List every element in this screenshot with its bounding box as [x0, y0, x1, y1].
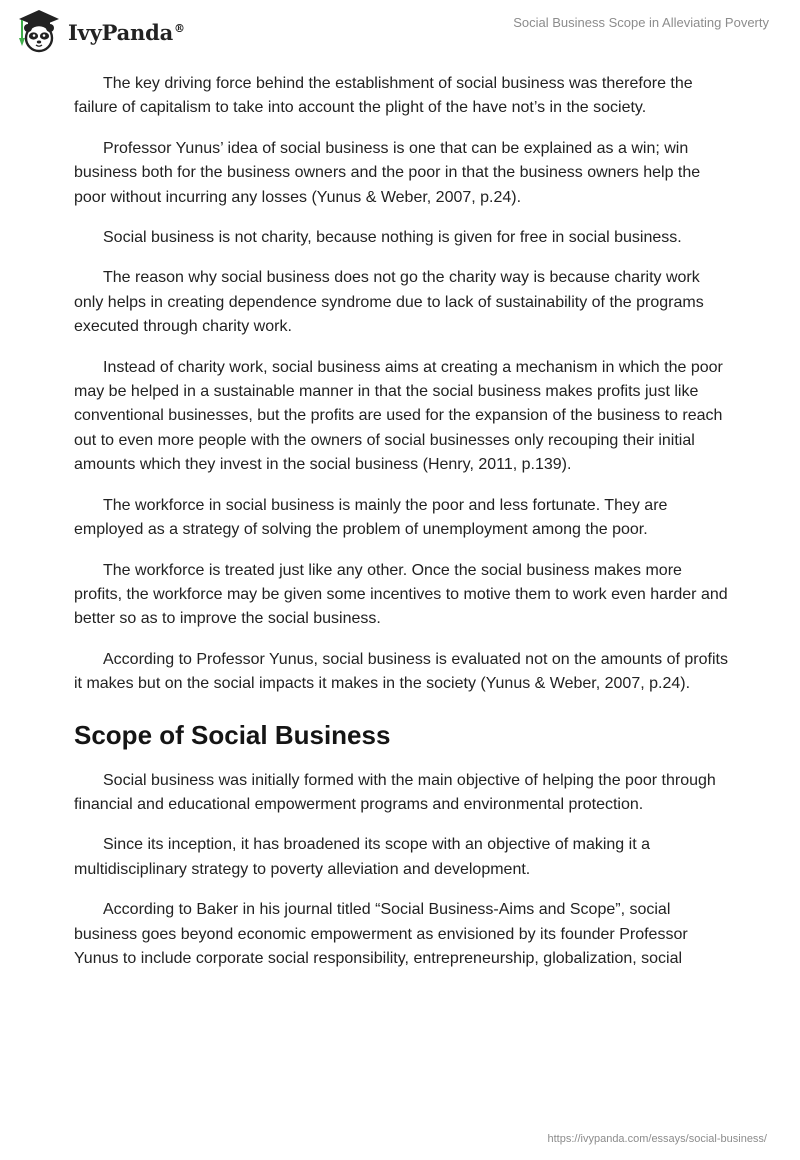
paragraph: The workforce is treated just like any other. Once the social business makes more profits, the workforce may be given some incentives to motive them to work even harder and better so as to improve the social business.	[74, 561, 728, 628]
page-header	[0, 0, 800, 70]
paragraph: Instead of charity work, social business aims at creating a mechanism in which the poor may be helped in a sustainable manner in that the social business makes profits just like conventional businesses, but the profits are used for the expansion of the business to reach out to even more people with the owners of social businesses only recouping their initial amounts which they invest in the social business (Henry, 2011, p.139).	[74, 358, 723, 474]
paragraph: Social business is not charity, because nothing is given for free in social business.	[103, 229, 682, 247]
paragraph: Social business was initially formed with the main objective of helping the poor through financial and educational empowerment programs and environmental protection.	[74, 771, 716, 813]
paragraph: The reason why social business does not go the charity way is because charity work only helps in creating dependence syndrome due to lack of sustainability of the programs executed through charity work.	[74, 269, 704, 336]
paragraph: The workforce in social business is mainly the poor and less fortunate. They are employed as a strategy of solving the problem of unemployment among the poor.	[74, 496, 668, 539]
document-title: Social Business Scope in Alleviating Poverty	[513, 15, 769, 30]
section-heading: Scope of Social Business	[74, 719, 391, 750]
paragraph: The key driving force behind the establishment of social business was therefore the failure of capitalism to take into account the plight of the have not’s in the society.	[74, 75, 693, 117]
ivypanda-logo[interactable]	[14, 8, 185, 54]
essay-content	[74, 72, 730, 987]
paragraph: According to Baker in his journal titled “Social Business-Aims and Scope”, social business goes beyond economic empowerment as envisioned by its founder Professor Yunus to include corporate social responsibility, entrepreneurship, globalization, social	[74, 901, 688, 967]
paragraph: Since its inception, it has broadened its scope with an objective of making it a multidisciplinary strategy to poverty alleviation and development.	[74, 836, 650, 878]
paragraph: According to Professor Yunus, social business is evaluated not on the amounts of profits it makes but on the social impacts it makes in the society (Yunus & Weber, 2007, p.24).	[74, 650, 728, 693]
paragraph: Professor Yunus’ idea of social business is one that can be explained as a win; win business both for the business owners and the poor in that the business owners help the poor without incurring any losses (Yunus & Weber, 2007, p.24).	[74, 139, 701, 206]
panda-graduate-icon	[14, 8, 64, 54]
registered-mark: ®	[174, 21, 185, 35]
brand-name: IvyPanda®	[68, 19, 185, 45]
footer-source-url[interactable]: https://ivypanda.com/essays/social-business/	[547, 1133, 767, 1145]
